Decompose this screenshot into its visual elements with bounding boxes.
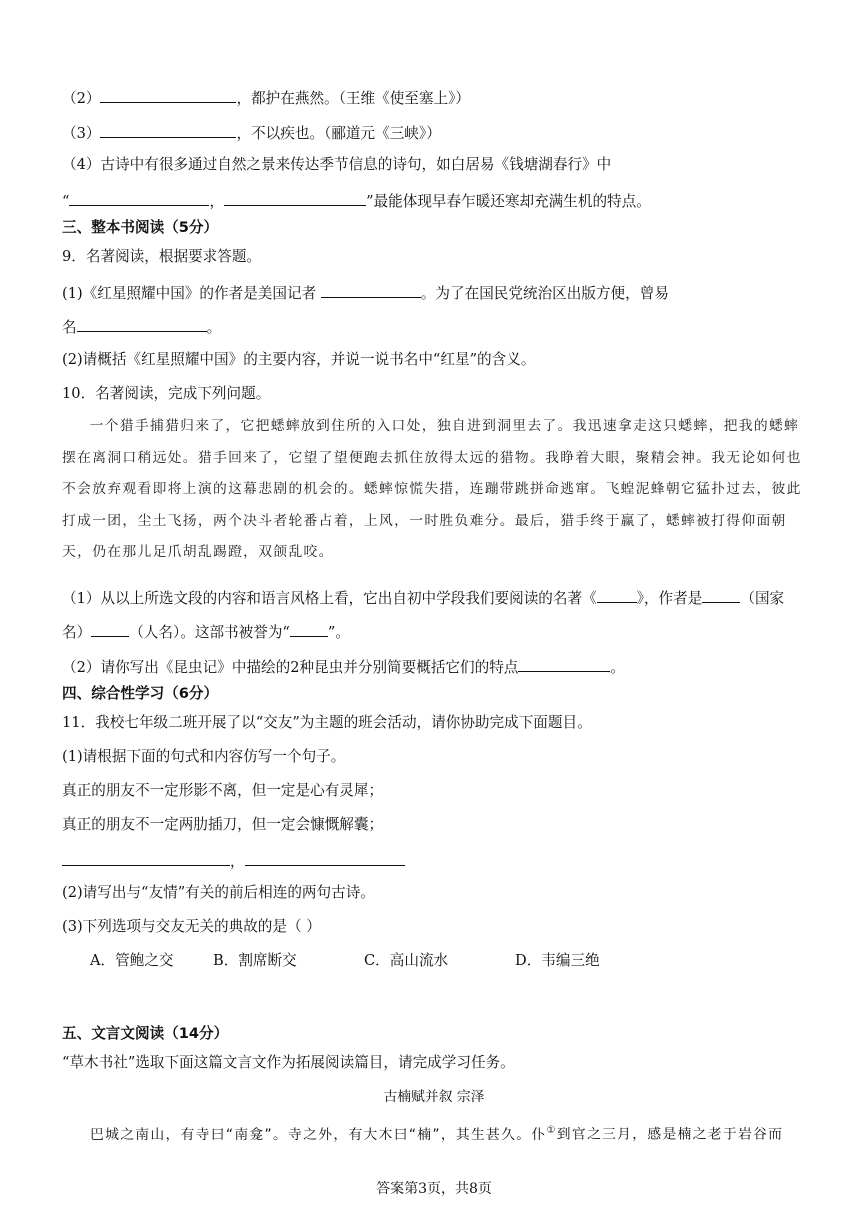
text-segment: 到官之三月，感是楠之老于岩谷而	[556, 1126, 784, 1143]
q11-part-2: (2)请写出与“友情”有关的前后相连的两句古诗。	[62, 884, 375, 901]
item-text: 》，作者是	[636, 590, 703, 607]
q10-part-2	[62, 655, 810, 678]
s5-intro: “草木书社”选取下面这篇文言文作为拓展阅读篇目，请完成学习任务。	[62, 1054, 515, 1071]
item-text: 名）	[62, 624, 92, 641]
q8-item-4-blanks	[62, 189, 810, 212]
answer-blank[interactable]	[321, 281, 421, 298]
footnote-marker[interactable]: ①	[546, 1125, 557, 1136]
q8-item-4: （4）古诗中有很多通过自然之景来传达季节信息的诗句，如白居易《钱塘湖春行》中	[62, 156, 612, 173]
q11-title: 11．我校七年级二班开展了以“交友”为主题的班会活动，请你协助完成下面题目。	[62, 714, 592, 731]
item-number: （3）	[62, 125, 101, 142]
section-5-heading: 五、文言文阅读（14分）	[62, 1025, 229, 1042]
quote-mark: “	[62, 193, 70, 210]
item-text: （1）从以上所选文段的内容和语言风格上看，它出自初中学段我们要阅读的名著《	[62, 590, 597, 607]
answer-blank[interactable]	[100, 121, 236, 138]
item-number: （2）	[62, 90, 101, 107]
answer-blank[interactable]	[518, 655, 610, 672]
page-footer: 答案第3页，共8页	[376, 1181, 492, 1197]
q11-example-2: 真正的朋友不一定两肋插刀，但一定会慷慨解囊；	[62, 816, 384, 833]
option-d[interactable]: D．韦编三绝	[515, 952, 600, 969]
option-a[interactable]: A．管鲍之交	[90, 952, 174, 969]
item-text: 名	[62, 319, 77, 336]
text-segment: 巴城之南山，有寺曰“南龛”。寺之外，有大木曰“楠”，其生甚久。仆	[90, 1126, 547, 1143]
section-3-heading: 三、整本书阅读（5分）	[62, 219, 219, 236]
q10-passage: 一个猎手捕猎归来了，它把蟋蟀放到住所的入口处，独自进到洞里去了。我迅速拿走这只蟋蟀，把我的蟋蟀摆在离洞口稍远处。猎手回来了，它望了望便跑去抓住放得太远的猎物。我睁着大眼，聚精会神。我无论如何也不会放弃观看即将上演的这幕悲剧的机会的。蟋蟀惊慌失措，连蹦带跳拼命逃窜。飞蝗泥蜂朝它猛扑过去，彼此打成一团，尘土飞扬，两个决斗者轮番占着，上风，一时胜负难分。最后，猎手终于赢了，蟋蟀被打得仰面朝天，仍在那儿足爪胡乱踢蹬，双颌乱咬。	[62, 418, 802, 560]
answer-blank[interactable]	[597, 586, 637, 603]
comma: ，	[230, 853, 245, 870]
section-4-heading: 四、综合性学习（6分）	[62, 685, 219, 702]
item-text: ”。	[327, 624, 350, 641]
q9-part-1	[62, 281, 810, 304]
comma: ，	[209, 193, 225, 210]
q11-part-3: (3)下列选项与交友无关的典故的是（ ）	[62, 918, 321, 935]
item-text: ”最能体现早春乍暖还寒却充满生机的特点。	[366, 193, 651, 210]
answer-blank[interactable]	[290, 620, 328, 637]
item-text: （2）请你写出《昆虫记》中描绘的2种昆虫并分别简要概括它们的特点	[62, 659, 519, 676]
q10-part-1	[62, 586, 810, 609]
q11-answer-line	[62, 849, 810, 872]
q10-part-1-cont	[62, 620, 810, 643]
answer-blank[interactable]	[702, 586, 740, 603]
q8-item-2	[62, 86, 810, 109]
answer-blank[interactable]	[62, 849, 230, 866]
item-text: (1)《红星照耀中国》的作者是美国记者	[62, 285, 317, 302]
q11-example-1: 真正的朋友不一定形影不离，但一定是心有灵犀；	[62, 782, 384, 799]
item-text: 。为了在国民党统治区出版方便，曾易	[420, 285, 669, 302]
item-text: ，都护在燕然。（王维《使至塞上》）	[236, 90, 470, 107]
poem-title: 古楠赋并叙 宗泽	[383, 1089, 485, 1105]
item-text: （国家	[740, 590, 785, 607]
option-c[interactable]: C．高山流水	[364, 952, 449, 969]
answer-blank[interactable]	[69, 189, 209, 206]
q9-title: 9．名著阅读，根据要求答题。	[62, 248, 262, 265]
answer-blank[interactable]	[224, 189, 366, 206]
q11-part-1: (1)请根据下面的句式和内容仿写一个句子。	[62, 748, 346, 765]
item-text: 。	[206, 319, 222, 336]
classical-text	[62, 1121, 810, 1145]
item-text: 。	[610, 659, 625, 676]
q9-part-1-cont	[62, 315, 810, 338]
item-text: （人名）。这部书被誉为“	[129, 624, 290, 641]
answer-blank[interactable]	[245, 849, 405, 866]
item-text: ，不以疾也。（郦道元《三峡》）	[236, 125, 441, 142]
answer-blank[interactable]	[77, 315, 207, 332]
option-b[interactable]: B．割席断交	[213, 952, 297, 969]
answer-blank[interactable]	[91, 620, 129, 637]
q9-part-2: (2)请概括《红星照耀中国》的主要内容，并说一说书名中“红星”的含义。	[62, 351, 536, 368]
q8-item-3	[62, 121, 810, 144]
answer-blank[interactable]	[100, 86, 236, 103]
q10-title: 10．名著阅读，完成下列问题。	[62, 385, 271, 402]
